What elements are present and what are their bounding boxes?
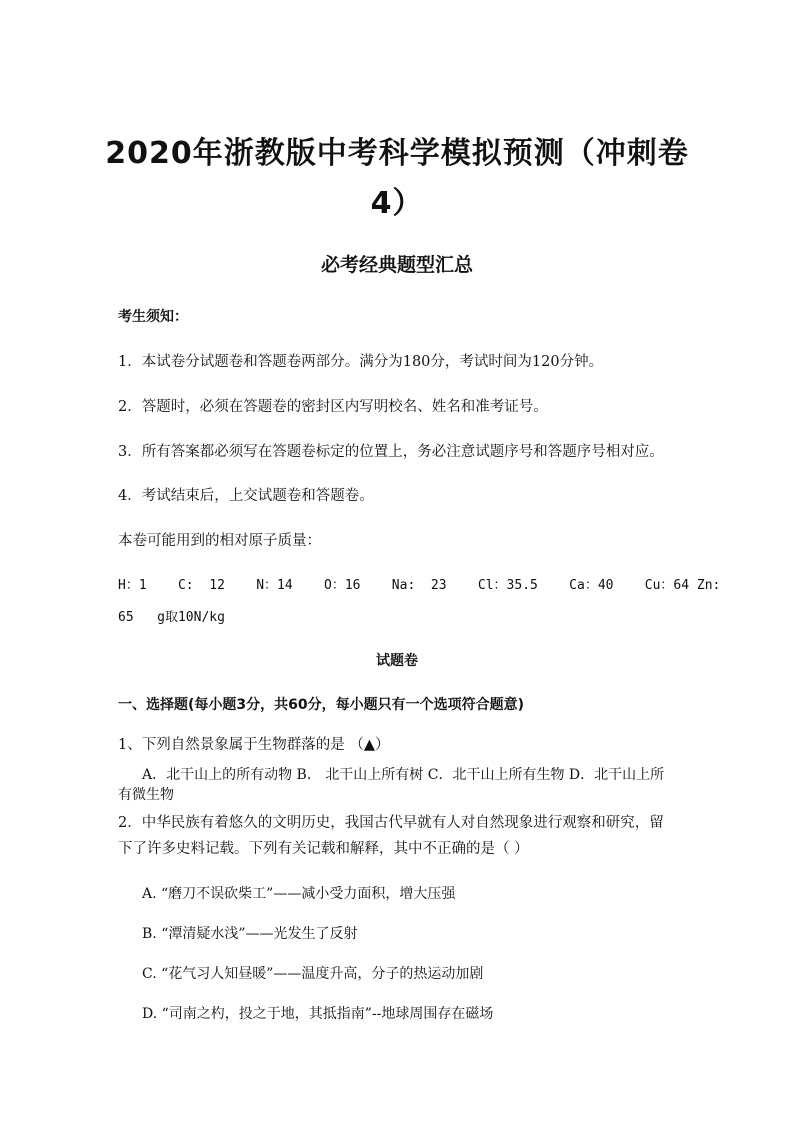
question-2-option-d: D. “司南之杓，投之于地，其抵指南”--地球周围存在磁场	[142, 1006, 494, 1022]
notice-item-4: 4．考试结束后，上交试题卷和答题卷。	[118, 488, 374, 504]
atomic-mass-values-line-2: 65 g取10N/kg	[118, 610, 225, 625]
question-2-option-b: B. “潭清疑水浅”——光发生了反射	[142, 926, 358, 942]
notice-item-3: 3．所有答案都必须写在答题卷标定的位置上，务必注意试题序号和答题序号相对应。	[118, 444, 664, 460]
question-2-option-c: C. “花气习人知昼暖”——温度升高，分子的热运动加剧	[142, 966, 484, 982]
atomic-mass-heading: 本卷可能用到的相对原子质量：	[118, 533, 321, 549]
question-2-stem: 2．中华民族有着悠久的文明历史，我国古代早就有人对自然现象进行观察和研究，留下了许多史料记载。下列有关记载和解释，其中不正确的是（ ）	[118, 815, 664, 857]
section-label: 试题卷	[376, 653, 418, 669]
part1-heading: 一、选择题(每小题3分，共60分，每小题只有一个选项符合题意)	[118, 697, 525, 713]
question-1-options-continued: 有微生物	[118, 787, 174, 803]
notice-heading: 考生须知：	[118, 309, 188, 325]
notice-item-1: 1．本试卷分试题卷和答题卷两部分。满分为180分，考试时间为120分钟。	[118, 354, 604, 370]
document-subtitle: 必考经典题型汇总	[320, 254, 473, 276]
question-2-option-a: A. “磨刀不误砍柴工”——减小受力面积，增大压强	[142, 886, 456, 902]
atomic-mass-values-line-1: H：1 C: 12 N：14 O：16 Na: 23 Cl：35.5 Ca：40 Cu：64 Zn:	[118, 578, 721, 593]
notice-item-2: 2．答题时，必须在答题卷的密封区内写明校名、姓名和准考证号。	[118, 399, 548, 415]
question-1-stem: 1、下列自然景象属于生物群落的是 （▲）	[118, 737, 390, 753]
question-1-options: A．北干山上的所有动物 B． 北干山上所有树 C．北干山上所有生物 D．北干山上所	[142, 767, 665, 783]
document-title-line-2: 4）	[370, 186, 424, 221]
document-title-line-1: 2020年浙教版中考科学模拟预测（冲刺卷	[105, 136, 689, 171]
